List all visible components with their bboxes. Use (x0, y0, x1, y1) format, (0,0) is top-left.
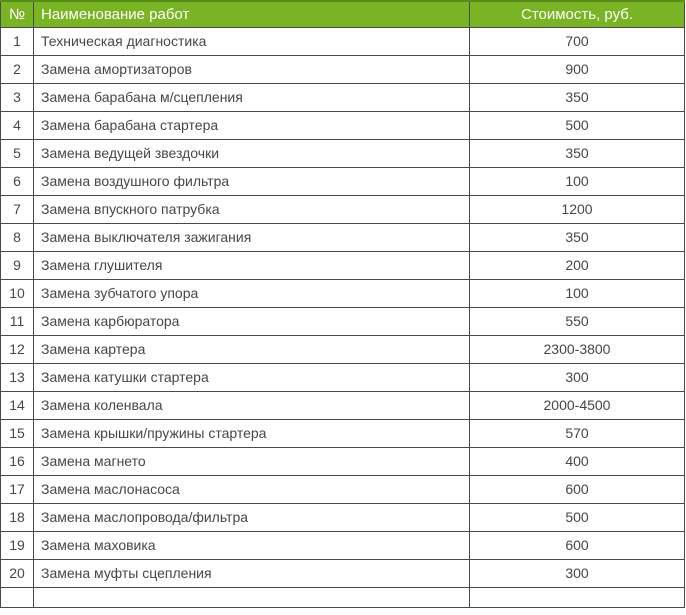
work-name-cell: Замена картера (34, 335, 470, 363)
table-row (1, 223, 685, 251)
header-cell-work-name: Наименование работ (34, 1, 470, 27)
header-cell-number: № (1, 1, 34, 27)
header-row (1, 1, 685, 27)
row-number-cell: 2 (1, 55, 34, 83)
table-row (1, 447, 685, 475)
table-row (1, 195, 685, 223)
row-number-cell: 11 (1, 307, 34, 335)
price-cell: 350 (470, 139, 685, 167)
header-cell-price: Стоимость, руб. (470, 1, 685, 27)
table-row (1, 279, 685, 307)
work-name-cell: Замена выключателя зажигания (34, 223, 470, 251)
work-name-cell: Замена маслопровода/фильтра (34, 503, 470, 531)
table-row (1, 307, 685, 335)
work-name-cell: Замена карбюратора (34, 307, 470, 335)
row-number-cell: 5 (1, 139, 34, 167)
row-number-cell: 7 (1, 195, 34, 223)
table-row (1, 391, 685, 419)
price-cell: 570 (470, 419, 685, 447)
row-number-cell: 19 (1, 531, 34, 559)
work-name-cell: Замена барабана м/сцепления (34, 83, 470, 111)
table-row (1, 531, 685, 559)
table-row (1, 363, 685, 391)
row-number-cell: 14 (1, 391, 34, 419)
work-name-cell: Замена ведущей звездочки (34, 139, 470, 167)
price-cell: 550 (470, 307, 685, 335)
price-cell: 600 (470, 475, 685, 503)
price-cell: 200 (470, 251, 685, 279)
price-cell: 700 (470, 27, 685, 55)
work-name-cell: Замена глушителя (34, 251, 470, 279)
work-name-cell (34, 587, 470, 607)
price-cell: 500 (470, 111, 685, 139)
price-cell: 2000-4500 (470, 391, 685, 419)
price-cell: 900 (470, 55, 685, 83)
table-row (1, 139, 685, 167)
row-number-cell: 3 (1, 83, 34, 111)
price-cell: 100 (470, 279, 685, 307)
row-number-cell: 12 (1, 335, 34, 363)
row-number-cell: 8 (1, 223, 34, 251)
price-cell: 500 (470, 503, 685, 531)
row-number-cell: 15 (1, 419, 34, 447)
work-name-cell: Замена коленвала (34, 391, 470, 419)
work-name-cell: Замена барабана стартера (34, 111, 470, 139)
work-name-cell: Замена маховика (34, 531, 470, 559)
price-cell: 300 (470, 363, 685, 391)
price-cell: 100 (470, 167, 685, 195)
row-number-cell: 4 (1, 111, 34, 139)
row-number-cell (1, 587, 34, 607)
row-number-cell: 20 (1, 559, 34, 587)
row-number-cell: 13 (1, 363, 34, 391)
price-cell: 350 (470, 223, 685, 251)
price-cell: 350 (470, 83, 685, 111)
price-cell: 400 (470, 447, 685, 475)
table-row (1, 27, 685, 55)
work-name-cell: Замена впускного патрубка (34, 195, 470, 223)
price-cell: 2300-3800 (470, 335, 685, 363)
row-number-cell: 10 (1, 279, 34, 307)
work-name-cell: Замена воздушного фильтра (34, 167, 470, 195)
table-row (1, 55, 685, 83)
row-number-cell: 17 (1, 475, 34, 503)
work-name-cell: Техническая диагностика (34, 27, 470, 55)
table-row (1, 111, 685, 139)
work-name-cell: Замена магнето (34, 447, 470, 475)
table-row (1, 475, 685, 503)
work-name-cell: Замена катушки стартера (34, 363, 470, 391)
work-name-cell: Замена крышки/пружины стартера (34, 419, 470, 447)
table-row (1, 503, 685, 531)
table-row (1, 83, 685, 111)
work-name-cell: Замена муфты сцепления (34, 559, 470, 587)
row-number-cell: 18 (1, 503, 34, 531)
work-name-cell: Замена амортизаторов (34, 55, 470, 83)
work-name-cell: Замена зубчатого упора (34, 279, 470, 307)
price-cell (470, 587, 685, 607)
table-row (1, 419, 685, 447)
table-row (1, 167, 685, 195)
row-number-cell: 6 (1, 167, 34, 195)
row-number-cell: 9 (1, 251, 34, 279)
table-row (1, 335, 685, 363)
row-number-cell: 16 (1, 447, 34, 475)
work-name-cell: Замена маслонасоса (34, 475, 470, 503)
price-cell: 600 (470, 531, 685, 559)
table-row (1, 251, 685, 279)
price-cell: 300 (470, 559, 685, 587)
partial-clipped-row (1, 587, 685, 607)
row-number-cell: 1 (1, 27, 34, 55)
price-cell: 1200 (470, 195, 685, 223)
table-row (1, 559, 685, 587)
table-body (1, 27, 685, 607)
